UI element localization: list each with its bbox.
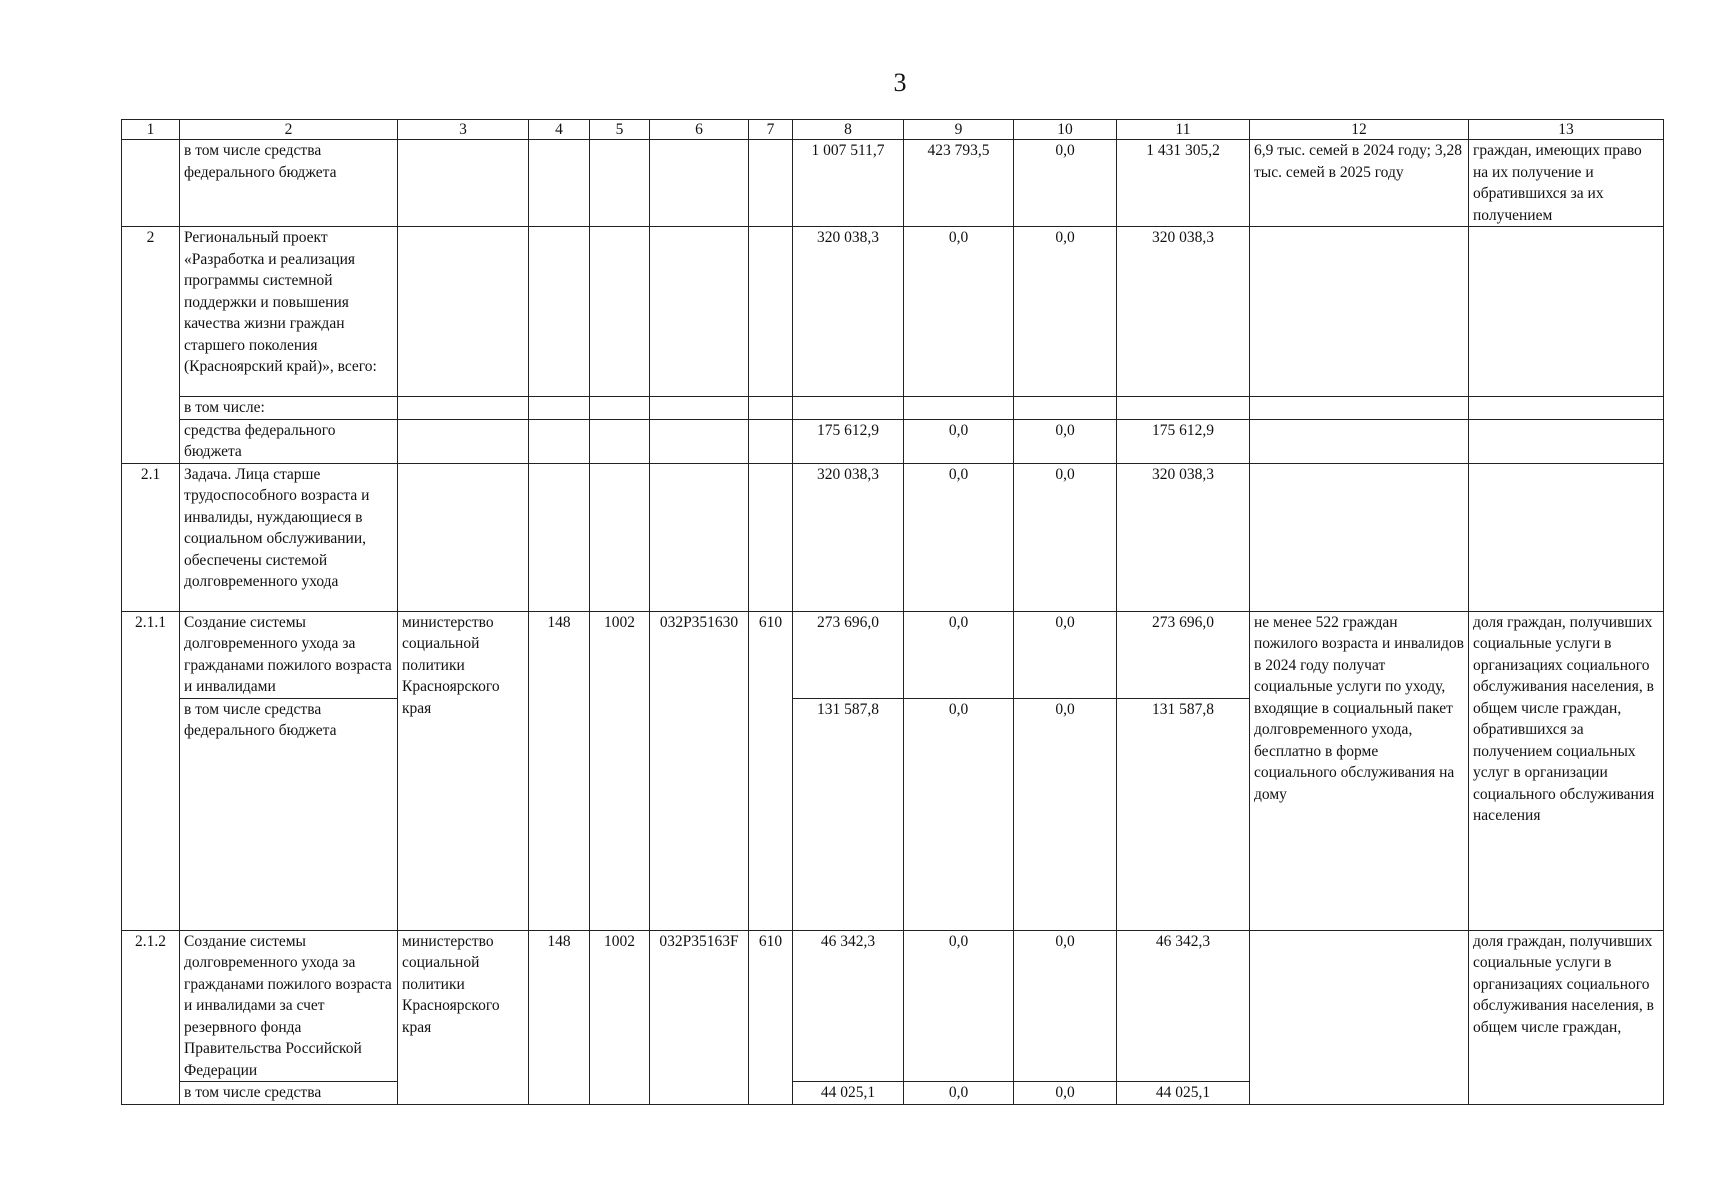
amount-total: 1 431 305,2 [1117, 140, 1250, 227]
table-row [122, 419, 1664, 463]
cell [590, 140, 650, 227]
cell [650, 140, 749, 227]
target-article: 032P35163F [650, 930, 749, 1104]
amount-2024: 273 696,0 [793, 611, 904, 698]
cell [529, 227, 590, 397]
row-number: 2.1.1 [122, 611, 180, 930]
amount-2026: 0,0 [1014, 1082, 1117, 1105]
row-name: средства федерального бюджета [180, 419, 398, 463]
section-code: 1002 [590, 930, 650, 1104]
amount-total: 320 038,3 [1117, 463, 1250, 611]
indicator: граждан, имеющих право на их получение и обратившихся за их получением [1469, 140, 1664, 227]
table-row [122, 227, 1664, 397]
amount-total: 46 342,3 [1117, 930, 1250, 1082]
indicator: доля граждан, получивших социальные услуги в организациях социального обслуживания населения, в общем числе граждан, обратившихся за получением социальных услуг в организации социального обслуживания населения [1469, 611, 1664, 930]
col-number: 12 [1250, 120, 1469, 140]
col-number: 10 [1014, 120, 1117, 140]
col-number: 5 [590, 120, 650, 140]
amount-2025: 423 793,5 [904, 140, 1014, 227]
amount-2026: 0,0 [1014, 227, 1117, 397]
col-number: 6 [650, 120, 749, 140]
amount-2025: 0,0 [904, 930, 1014, 1082]
amount-total: 273 696,0 [1117, 611, 1250, 698]
expected-result [1250, 930, 1469, 1104]
col-number: 3 [398, 120, 529, 140]
amount-2025: 0,0 [904, 698, 1014, 930]
col-number: 8 [793, 120, 904, 140]
row-name: в том числе: [180, 397, 398, 420]
cell [749, 140, 793, 227]
amount-2025: 0,0 [904, 227, 1014, 397]
row-name: Создание системы долговременного ухода за гражданами пожилого возраста и инвалидами за счет резервного фонда Правительства Российской Федерации [180, 930, 398, 1082]
target-article: 032P351630 [650, 611, 749, 930]
section-code: 1002 [590, 611, 650, 930]
amount-2024: 320 038,3 [793, 463, 904, 611]
row-name: Региональный проект «Разработка и реализация программы системной поддержки и повышения качества жизни граждан старшего поколения (Красноярский край)», всего: [180, 227, 398, 397]
amount-2024: 1 007 511,7 [793, 140, 904, 227]
row-name: в том числе средства федерального бюджета [180, 140, 398, 227]
row-number: 2 [122, 227, 180, 464]
amount-2026: 0,0 [1014, 698, 1117, 930]
amount-total: 175 612,9 [1117, 419, 1250, 463]
amount-total: 131 587,8 [1117, 698, 1250, 930]
col-number: 2 [180, 120, 398, 140]
row-name: Создание системы долговременного ухода за гражданами пожилого возраста и инвалидами [180, 611, 398, 698]
grbs-code: 148 [529, 930, 590, 1104]
grbs-code: 148 [529, 611, 590, 930]
expected-result [1250, 227, 1469, 397]
cell [398, 140, 529, 227]
table-row [122, 463, 1664, 611]
row-number: 2.1 [122, 463, 180, 611]
amount-2024: 131 587,8 [793, 698, 904, 930]
amount-2025: 0,0 [904, 463, 1014, 611]
amount-2026: 0,0 [1014, 463, 1117, 611]
indicator: доля граждан, получивших социальные услуги в организациях социального обслуживания населения, в общем числе граждан, [1469, 930, 1664, 1104]
amount-2024: 44 025,1 [793, 1082, 904, 1105]
expected-result: не менее 522 граждан пожилого возраста и инвалидов в 2024 году получат социальные услуги по уходу, входящие в социальный пакет долговременного ухода, бесплатно в форме социального обслуживания на дому [1250, 611, 1469, 930]
amount-2026: 0,0 [1014, 140, 1117, 227]
amount-2026: 0,0 [1014, 611, 1117, 698]
row-name: в том числе средства [180, 1082, 398, 1105]
amount-total: 320 038,3 [1117, 227, 1250, 397]
cell [590, 227, 650, 397]
cell [529, 140, 590, 227]
amount-2026: 0,0 [1014, 930, 1117, 1082]
col-number: 9 [904, 120, 1014, 140]
col-number: 11 [1117, 120, 1250, 140]
col-number: 7 [749, 120, 793, 140]
expected-result: 6,9 тыс. семей в 2024 году; 3,28 тыс. семей в 2025 году [1250, 140, 1469, 227]
amount-2024: 320 038,3 [793, 227, 904, 397]
row-name: в том числе средства федерального бюджета [180, 698, 398, 930]
amount-2026: 0,0 [1014, 419, 1117, 463]
table-row [122, 930, 1664, 1082]
row-number: 2.1.2 [122, 930, 180, 1104]
row-name: Задача. Лица старше трудоспособного возраста и инвалиды, нуждающиеся в социальном обслуживании, обеспечены системой долговременного ухода [180, 463, 398, 611]
indicator [1469, 227, 1664, 397]
cell [749, 227, 793, 397]
page-number: 3 [893, 68, 907, 97]
amount-2025: 0,0 [904, 1082, 1014, 1105]
amount-2024: 175 612,9 [793, 419, 904, 463]
amount-2024: 46 342,3 [793, 930, 904, 1082]
expense-type: 610 [749, 611, 793, 930]
cell [398, 227, 529, 397]
row-number-cell [122, 140, 180, 227]
responsible: министерство социальной политики Красноярского края [398, 930, 529, 1104]
table-row [122, 397, 1664, 420]
col-number: 1 [122, 120, 180, 140]
amount-total: 44 025,1 [1117, 1082, 1250, 1105]
responsible: министерство социальной политики Красноярского края [398, 611, 529, 930]
col-number: 13 [1469, 120, 1664, 140]
amount-2025: 0,0 [904, 419, 1014, 463]
table-row [122, 611, 1664, 698]
expense-type: 610 [749, 930, 793, 1104]
budget-table [121, 119, 1664, 1105]
cell [650, 227, 749, 397]
column-number-row [122, 120, 1664, 140]
table-row [122, 140, 1664, 227]
amount-2025: 0,0 [904, 611, 1014, 698]
col-number: 4 [529, 120, 590, 140]
